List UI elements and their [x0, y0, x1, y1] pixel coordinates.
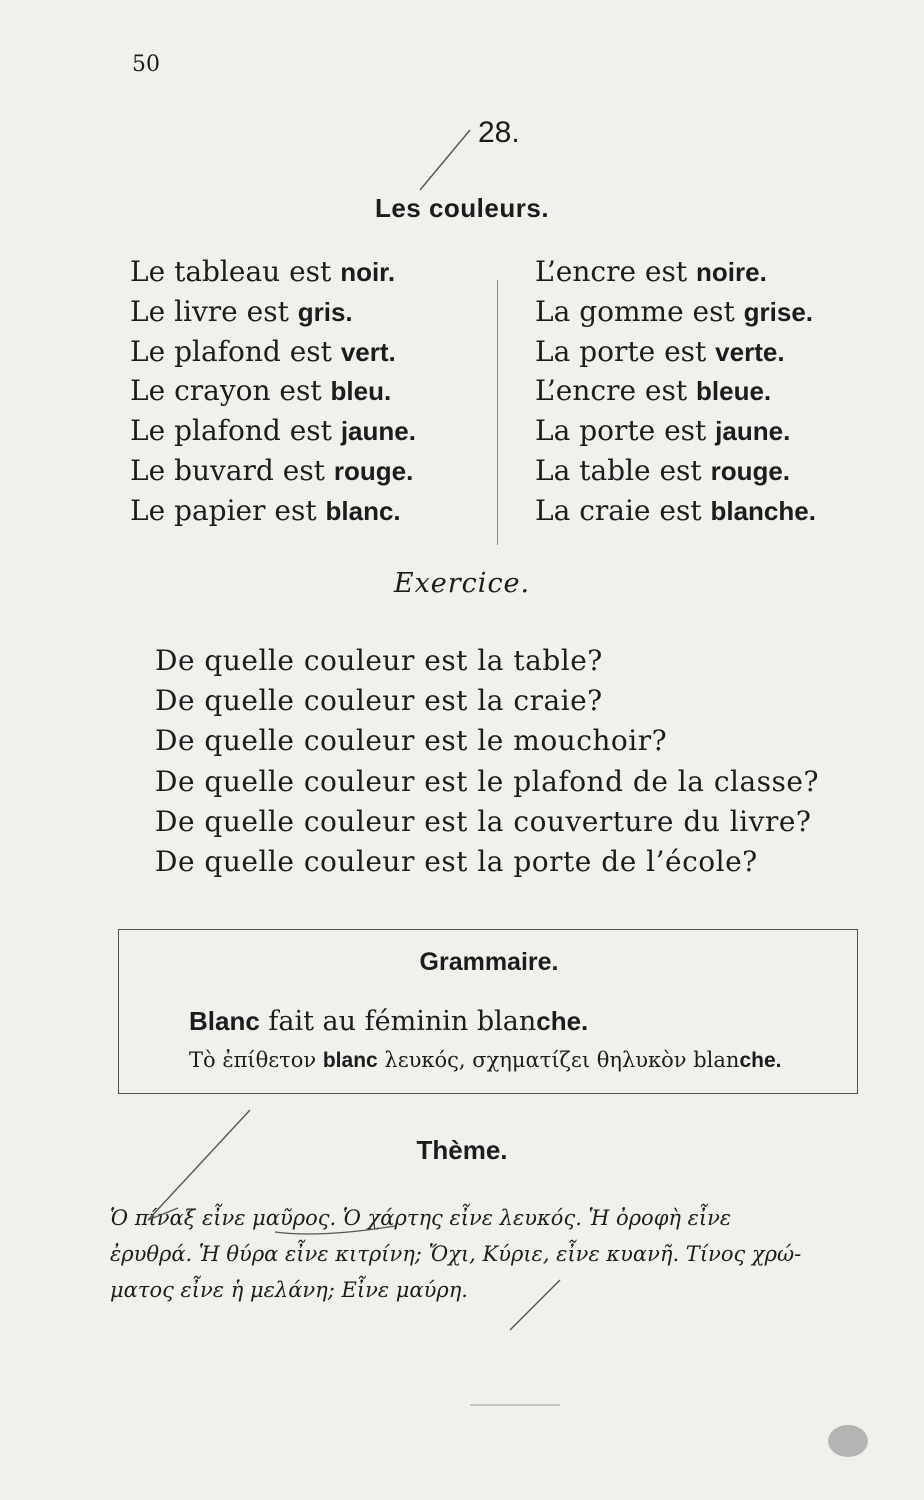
lesson-number: 28. — [478, 116, 520, 149]
color-word: bleue. — [696, 376, 772, 407]
color-word: noir. — [340, 257, 396, 287]
color-word: jaune. — [715, 416, 791, 447]
sentence — [130, 451, 416, 491]
question: De quelle couleur est la porte de l’école? — [155, 844, 758, 878]
sentence — [535, 411, 816, 451]
sentence-text: La porte est — [535, 414, 716, 448]
color-word: blanche. — [710, 495, 816, 526]
greek-bold-suffix: che. — [739, 1049, 782, 1072]
color-word: vert. — [340, 336, 396, 367]
sentence — [130, 332, 416, 372]
color-word: gris. — [297, 296, 353, 327]
color-word: bleu. — [330, 376, 392, 407]
color-word: grise. — [743, 296, 814, 327]
color-word: rouge. — [333, 455, 414, 486]
left-column — [130, 252, 416, 531]
question: De quelle couleur est le plafond de la classe? — [155, 764, 820, 798]
rule-bold-word: Blanc — [189, 1006, 260, 1036]
grammaire-greek-rule — [189, 1048, 781, 1073]
sentence — [535, 491, 816, 531]
question: De quelle couleur est la couverture du livre? — [155, 804, 812, 838]
sentence — [130, 252, 416, 292]
right-column — [535, 252, 816, 531]
color-word: blanc. — [325, 495, 401, 526]
sentence — [535, 371, 816, 411]
sentence-text: Le papier est — [130, 493, 326, 527]
sentence-text: Le crayon est — [130, 374, 331, 408]
sentence-text: Le plafond est — [130, 334, 341, 368]
exercice-questions — [155, 641, 819, 882]
sentence — [535, 292, 816, 332]
sentence-text: Le tableau est — [130, 255, 341, 288]
theme-line: ματος εἶνε ἡ μελάνη; Εἶνε μαύρη. — [110, 1278, 468, 1302]
grammaire-box — [118, 929, 858, 1094]
greek-text: Τὸ ἐπίθετον — [189, 1048, 323, 1072]
sentence — [535, 332, 816, 372]
sentence — [535, 252, 816, 292]
sentence — [130, 292, 416, 332]
ink-smudge — [828, 1425, 868, 1457]
exercice-title: Exercice. — [393, 568, 531, 599]
grammaire-rule — [189, 1006, 588, 1037]
theme-text — [110, 1200, 855, 1308]
greek-text: λευκός, σχηματίζει θηλυκὸν — [377, 1048, 694, 1072]
question: De quelle couleur est la table? — [155, 644, 603, 677]
theme-line: ἐρυθρά. Ἡ θύρα εἶνε κιτρίνη; Ὄχι, Κύριε, εἶνε κυανῆ. Τίνος χρώ- — [110, 1242, 802, 1266]
sentence — [130, 371, 416, 411]
page-number: 50 — [132, 52, 160, 77]
question: De quelle couleur est la craie? — [155, 684, 603, 718]
sentence-text: Le plafond est — [130, 414, 341, 448]
rule-text: fait au féminin blan — [259, 1006, 537, 1037]
theme-title: Thème. — [416, 1135, 508, 1165]
greek-bold-word: blanc — [322, 1049, 378, 1072]
rule-bold-suffix: che. — [536, 1006, 589, 1036]
sentence-text: L’encre est — [535, 374, 697, 408]
theme-line: Ὁ πίναξ εἶνε μαῦρος. Ὁ χάρτης εἶνε λευκός. Ἡ ὀροφὴ εἶνε — [110, 1206, 732, 1230]
color-word: noire. — [696, 257, 767, 287]
color-word: verte. — [715, 336, 785, 367]
sentence-text: La craie est — [535, 493, 711, 527]
column-divider — [497, 280, 498, 545]
sentence-text: Le buvard est — [130, 453, 334, 487]
color-word: jaune. — [340, 416, 416, 447]
sentence-text: La porte est — [535, 334, 716, 368]
greek-text: blan — [693, 1048, 740, 1072]
sentence-text: Le livre est — [130, 294, 298, 328]
sentence — [130, 411, 416, 451]
sentence — [130, 491, 416, 531]
question: De quelle couleur est le mouchoir? — [155, 724, 668, 758]
sentence-text: La gomme est — [535, 294, 744, 328]
grammaire-title: Grammaire. — [419, 948, 559, 976]
lesson-title: Les couleurs. — [374, 193, 550, 223]
sentence — [535, 451, 816, 491]
sentence-text: L’encre est — [535, 255, 697, 288]
sentence-text: La table est — [535, 453, 711, 487]
color-word: rouge. — [710, 455, 791, 486]
